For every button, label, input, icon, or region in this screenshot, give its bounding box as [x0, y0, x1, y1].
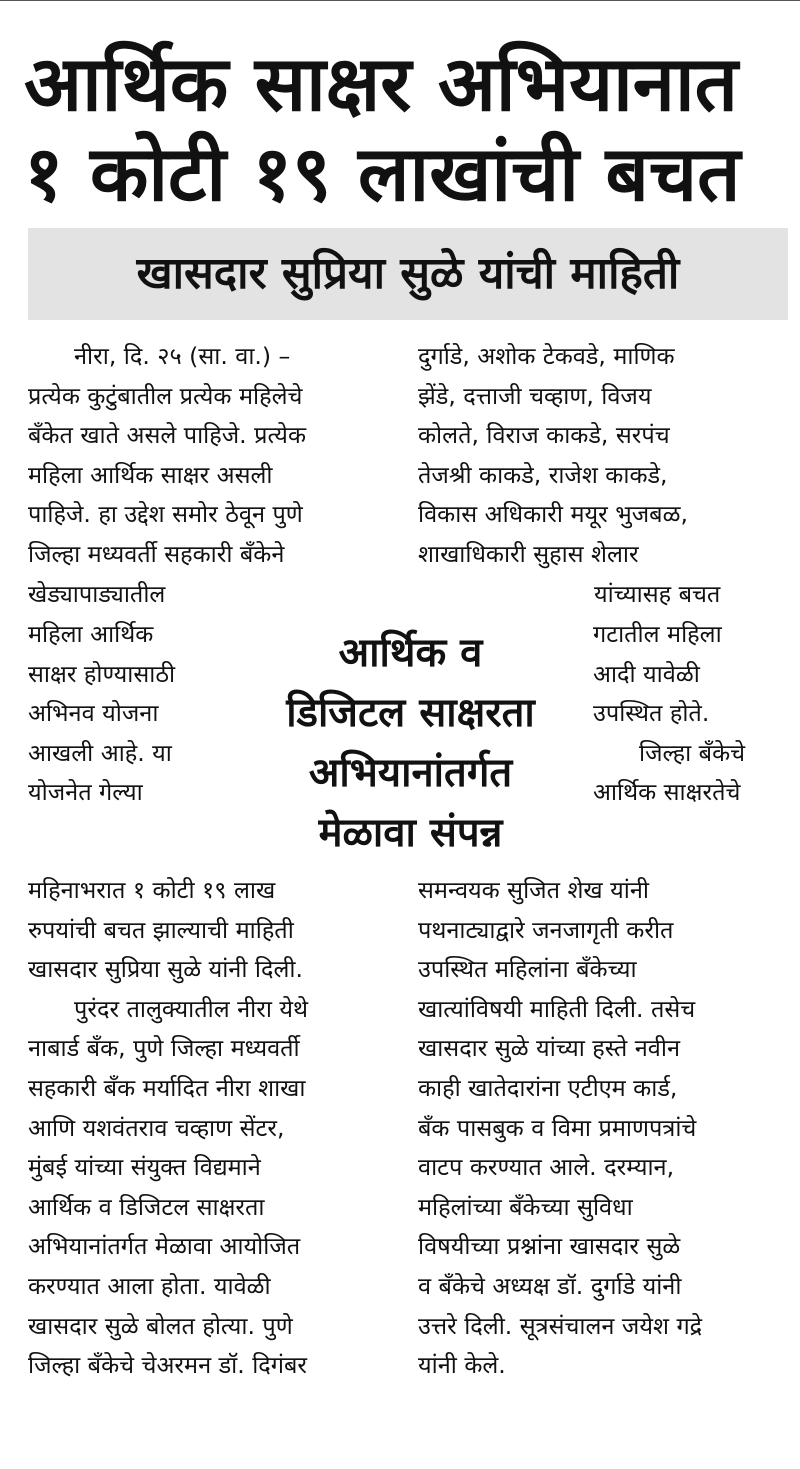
article-line: आखली आहे. या: [28, 738, 172, 767]
article-line: बँक पासबुक व विमा प्रमाणपत्रांचे: [418, 1113, 697, 1142]
article-line: महिला आर्थिक साक्षर असली: [28, 460, 273, 489]
article-line: उपस्थित होते.: [593, 699, 710, 728]
article-line: दुर्गाडे, अशोक टेकवडे, माणिक: [418, 342, 675, 370]
article-line: कोलते, विराज काकडे, सरपंच: [418, 421, 670, 450]
article-column-left-narrow: [28, 615, 228, 813]
article-line: अभियानांतर्गत मेळावा आयोजित: [28, 1232, 301, 1261]
article-line: मुंबई यांच्या संयुक्त विद्यमाने: [28, 1153, 261, 1182]
pull-quote-line: आर्थिक व: [338, 630, 483, 676]
article-line: खासदार सुळे बोलत होत्या. पुणे: [28, 1311, 293, 1340]
article-line: यांच्यासह बचत: [594, 579, 721, 608]
article-line: करण्यात आला होता. यावेळी: [28, 1271, 271, 1300]
article-column-left-top: [28, 337, 398, 614]
article-line: झेंडे, दत्ताजी चव्हाण, विजय: [418, 381, 652, 410]
article-line: जिल्हा बँकेचे: [639, 738, 746, 767]
article-line: साक्षर होण्यासाठी: [28, 659, 176, 688]
article-line: खात्यांविषयी माहिती दिली. तसेच: [418, 994, 696, 1023]
article-line: काही खातेदारांना एटीएम कार्ड,: [418, 1073, 678, 1102]
article-line: नीरा, दि. २५ (सा. वा.) –: [74, 342, 291, 370]
article-line: सहकारी बँक मर्यादित नीरा शाखा: [28, 1073, 306, 1102]
article-line: जिल्हा बँकेचे चेअरमन डॉ. दिगंबर: [28, 1351, 308, 1380]
article-line: पथनाट्याद्वारे जनजागृती करीत: [418, 915, 674, 944]
article-line: पाहिजे. हा उद्देश समोर ठेवून पुणे: [28, 500, 303, 529]
article-line: गटातील महिला: [593, 620, 722, 648]
article-line: खेड्यापाड्यातील: [28, 579, 166, 608]
article-line: महिलांच्या बँकेच्या सुविधा: [418, 1192, 633, 1221]
article-line: अभिनव योजना: [28, 699, 159, 728]
article-column-right-narrow: [593, 615, 793, 813]
article-line: पुरंदर तालुक्यातील नीरा येथे: [74, 994, 309, 1023]
article-line: जिल्हा मध्यवर्ती सहकारी बँकेने: [28, 539, 285, 568]
article-line: समन्वयक सुजित शेख यांनी: [418, 876, 649, 904]
article-line: महिनाभरात १ कोटी १९ लाख: [28, 876, 276, 904]
article-column-right-bottom: [418, 871, 788, 1386]
article-line: उपस्थित महिलांना बँकेच्या: [418, 955, 637, 984]
article-line: खासदार सुप्रिया सुळे यांनी दिली.: [28, 955, 303, 984]
article-line: उत्तरे दिली. सूत्रसंचालन जयेश गद्रे: [418, 1311, 703, 1340]
article-line: नाबार्ड बँक, पुणे जिल्हा मध्यवर्ती: [28, 1034, 300, 1063]
headline-line-1: आर्थिक साक्षर अभियानात: [24, 39, 738, 128]
article-line: रुपयांची बचत झाल्याची माहिती: [28, 915, 294, 944]
article-column-left-bottom: [28, 871, 398, 1386]
subheadline: खासदार सुप्रिया सुळे यांची माहिती: [136, 248, 680, 299]
article-line: तेजश्री काकडे, राजेश काकडे,: [418, 460, 668, 489]
pull-quote-line: डिजिटल साक्षरता: [286, 690, 535, 736]
pull-quote-line: मेळावा संपन्न: [318, 810, 503, 856]
article-line: विषयीच्या प्रश्नांना खासदार सुळे: [418, 1232, 681, 1261]
article-line: वाटप करण्यात आले. दरम्यान,: [418, 1153, 675, 1182]
article-line: प्रत्येक कुटुंबातील प्रत्येक महिलेचे: [28, 381, 303, 410]
pull-quote: [238, 623, 583, 863]
headline-line-2: १ कोटी १९ लाखांची बचत: [24, 129, 741, 218]
pull-quote-line: अभियानांतर्गत: [308, 750, 513, 796]
article-line: योजनेत गेल्या: [28, 778, 143, 807]
article-line: विकास अधिकारी मयूर भुजबळ,: [418, 500, 688, 529]
article-line: बँकेत खाते असले पाहिजे. प्रत्येक: [28, 421, 306, 450]
article-line: आदी यावेळी: [593, 659, 700, 688]
subheadline-banner: [28, 228, 788, 320]
article-line: व बँकेचे अध्यक्ष डॉ. दुर्गाडे यांनी: [418, 1271, 682, 1300]
article-line: यांनी केले.: [418, 1351, 506, 1380]
article-line: आर्थिक व डिजिटल साक्षरता: [28, 1192, 265, 1221]
article-line: आर्थिक साक्षरतेचे: [593, 778, 741, 807]
article-line: शाखाधिकारी सुहास शेलार: [418, 539, 639, 568]
article-line: महिला आर्थिक: [28, 620, 154, 648]
article-line: खासदार सुळे यांच्या हस्ते नवीन: [418, 1034, 680, 1063]
article-column-right-top: [418, 337, 788, 614]
article-line: आणि यशवंतराव चव्हाण सेंटर,: [28, 1113, 285, 1142]
